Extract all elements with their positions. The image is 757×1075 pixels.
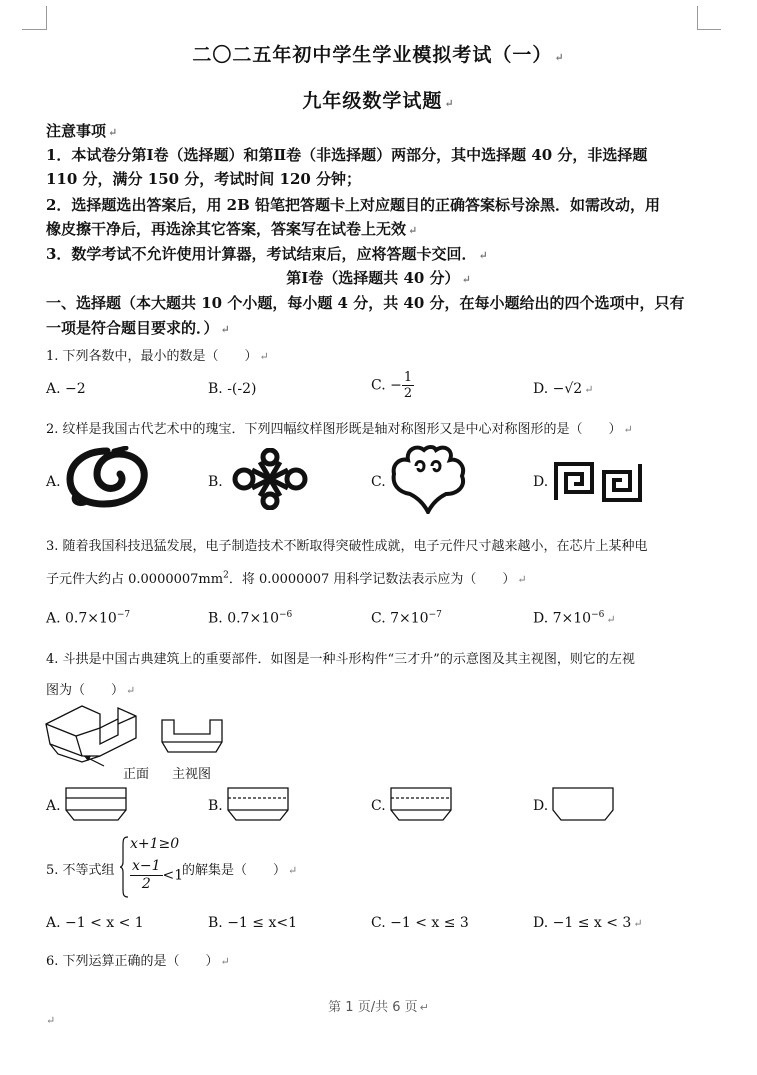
q5-option-b: B. −1 ≤ x<1 — [208, 915, 298, 931]
q5-option-d: D. −1 ≤ x < 3 ↵ — [533, 915, 643, 931]
q2-pattern-a-swirl — [64, 446, 150, 508]
q1-option-c: C. − $\frac{1}{2}$ — [371, 370, 413, 401]
q4-main-view-figure — [160, 718, 224, 756]
q5-inequality-1: x+1≥0 — [130, 836, 180, 852]
part-heading-line2: 一项是符合题目要求的．） ↵ — [46, 319, 230, 337]
q3-option-c: C. $7\times 10^{-7}$ — [371, 610, 442, 627]
q3-stem-line2: 子元件大约占 $0.0000007mm^2$．将 0.0000007 用科学记数法表示应为（ ） ↵ — [46, 570, 527, 587]
q1-option-d: D. −√2 ↵ — [533, 381, 594, 397]
q5-inequality-2: $\frac{x-1}{2}$ <1 — [132, 858, 184, 892]
q4-option-d-figure — [551, 786, 615, 824]
part-heading-line1: 一、选择题（本大题共 10 个小题，每小题 4 分，共 40 分，在每小题给出的四个选项中，只有 — [46, 294, 685, 312]
q2-label-b: B. — [208, 474, 223, 490]
notice-item2-line2: 橡皮擦干净后，再选涂其它答案，答案写在试卷上无效 ↵ — [46, 220, 418, 238]
crop-mark-top-right-v — [697, 6, 698, 30]
q6-stem: 6. 下列运算正确的是（ ） ↵ — [46, 954, 230, 969]
exam-title: 二〇二五年初中学生学业模拟考试（一） ↵ — [192, 44, 565, 66]
q5-option-c: C. −1 < x ≤ 3 — [371, 915, 469, 931]
q3-option-b: B. $0.7\times 10^{-6}$ — [208, 610, 293, 627]
q4-option-c-figure — [389, 786, 453, 824]
exam-subtitle: 九年级数学试题 ↵ — [302, 90, 455, 112]
notice-item3: 3．数学考试不允许使用计算器，考试结束后，应将答题卡交回． ↵ — [46, 245, 488, 263]
notice-item2-line1: 2．选择题选出答案后，用 2B 铅笔把答题卡上对应题目的正确答案标号涂黑．如需改动，用 — [46, 196, 661, 214]
page-number: 第 1 页/共 6 页 ↵ — [328, 1000, 429, 1015]
q2-pattern-b-knot — [230, 448, 310, 510]
q1-option-a: A. −2 — [46, 381, 86, 397]
q5-stem-suffix: 的解集是（ ） ↵ — [182, 863, 298, 878]
q4-stem-line2: 图为（ ） ↵ — [46, 683, 136, 698]
q2-label-a: A. — [46, 474, 61, 490]
q4-label-d: D. — [533, 798, 549, 814]
crop-mark-top-right-h — [697, 29, 721, 30]
notice-item1-line2: 110 分，满分 150 分，考试时间 120 分钟； — [46, 170, 362, 188]
q2-pattern-c-cloud — [388, 442, 468, 514]
q3-stem-line1: 3. 随着我国科技迅猛发展，电子制造技术不断取得突破性成就，电子元件尺寸越来越小，在芯片上某种电 — [46, 539, 648, 554]
q2-stem: 2. 纹样是我国古代艺术中的瑰宝．下列四幅纹样图形既是轴对称图形又是中心对称图形的是（ ） ↵ — [46, 422, 633, 437]
q4-stem-line1: 4. 斗拱是中国古典建筑上的重要部件．如图是一种斗形构件“三才升”的示意图及其主视图，则它的左视 — [46, 652, 635, 667]
q4-main-view-label: 主视图 — [172, 767, 212, 782]
q5-option-a: A. −1 < x < 1 — [46, 915, 144, 931]
notice-item1-line1: 1．本试卷分第Ⅰ卷（选择题）和第Ⅱ卷（非选择题）两部分，其中选择题 40 分，非选择题 — [46, 146, 648, 164]
paragraph-mark: ↵ — [46, 1014, 56, 1027]
q4-option-b-figure — [226, 786, 290, 824]
volume-title: 第Ⅰ卷（选择题共 40 分） ↵ — [286, 269, 471, 287]
q4-bracket-3d-figure — [44, 704, 144, 770]
q4-front-label: 正面 — [123, 767, 150, 782]
q4-label-a: A. — [46, 798, 61, 814]
q5-brace — [119, 836, 129, 898]
q5-stem-prefix: 5. 不等式组 — [46, 863, 115, 878]
q3-option-d: D. $7\times 10^{-6}$ ↵ — [533, 610, 616, 627]
notice-heading: 注意事项 ↵ — [46, 122, 118, 140]
q2-label-c: C. — [371, 474, 386, 490]
q4-option-a-figure — [64, 786, 128, 824]
crop-mark-top-left-h — [22, 29, 46, 30]
q1-stem: 1. 下列各数中，最小的数是（ ） ↵ — [46, 349, 269, 364]
q2-pattern-d-fret — [552, 460, 644, 504]
q3-option-a: A. $0.7\times 10^{-7}$ — [46, 610, 131, 627]
q4-label-c: C. — [371, 798, 386, 814]
q1-option-b: B. -(-2) — [208, 381, 257, 397]
crop-mark-top-left-v — [46, 6, 47, 30]
q4-label-b: B. — [208, 798, 223, 814]
q1-fraction: $\frac{1}{2}$ — [403, 370, 413, 401]
q2-label-d: D. — [533, 474, 549, 490]
